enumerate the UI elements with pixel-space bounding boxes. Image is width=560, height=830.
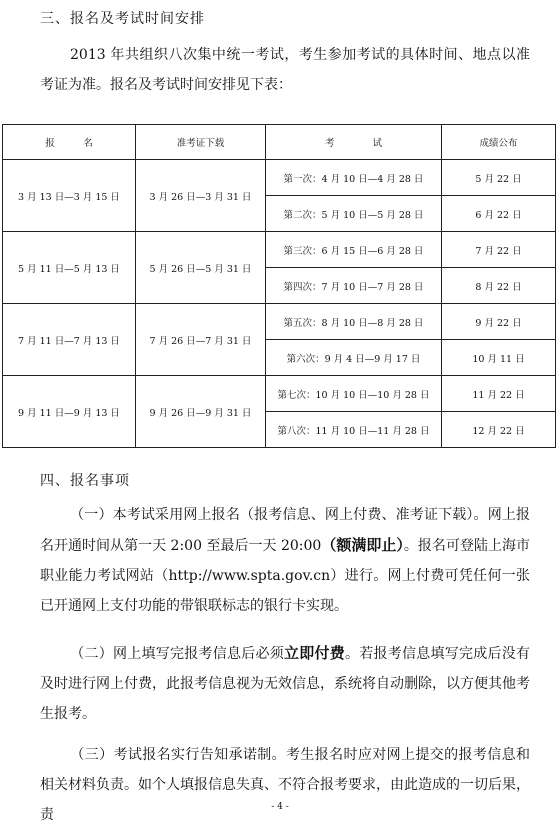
paragraph-3: （三）考试报名实行告知承诺制。考生报名时应对网上提交的报考信息和相关材料负责。如个人填报信息失真、不符合报考要求，由此造成的一切后果，责	[40, 747, 530, 823]
header-exam: 考 试	[266, 125, 442, 160]
table-row	[3, 304, 556, 340]
exam-cell: 第三次：6 月 15 日—6 月 28 日	[266, 232, 442, 268]
table-header-row	[3, 125, 556, 160]
schedule-table	[2, 124, 556, 448]
download-cell: 3 月 26 日—3 月 31 日	[136, 160, 266, 232]
header-ticket-download: 准考证下载	[136, 125, 266, 160]
header-results: 成绩公布	[442, 125, 556, 160]
header-registration: 报 名	[3, 125, 136, 160]
page-number: - 4 -	[271, 802, 289, 812]
result-cell: 8 月 22 日	[442, 268, 556, 304]
exam-cell: 第一次：4 月 10 日—4 月 28 日	[266, 160, 442, 196]
table-row	[3, 376, 556, 412]
result-cell: 11 月 22 日	[442, 376, 556, 412]
paragraph-2: （二）网上填写完报考信息后必须立即付费。若报考信息填写完成后没有及时进行网上付费，此报考信息视为无效信息，系统将自动删除，以方便其他考生报考。	[40, 644, 530, 722]
registration-cell: 7 月 11 日—7 月 13 日	[3, 304, 136, 376]
registration-cell: 3 月 13 日—3 月 15 日	[3, 160, 136, 232]
result-cell: 10 月 11 日	[442, 340, 556, 376]
exam-cell: 第五次：8 月 10 日—8 月 28 日	[266, 304, 442, 340]
result-cell: 7 月 22 日	[442, 232, 556, 268]
download-cell: 5 月 26 日—5 月 31 日	[136, 232, 266, 304]
exam-cell: 第六次：9 月 4 日—9 月 17 日	[266, 340, 442, 376]
result-cell: 5 月 22 日	[442, 160, 556, 196]
table-row	[3, 232, 556, 268]
result-cell: 6 月 22 日	[442, 196, 556, 232]
result-cell: 9 月 22 日	[442, 304, 556, 340]
section-3-intro: 2013 年共组织八次集中统一考试，考生参加考试的具体时间、地点以准考证为准。报名及考试时间安排见下表：	[40, 47, 530, 93]
download-cell: 9 月 26 日—9 月 31 日	[136, 376, 266, 448]
table-row	[3, 160, 556, 196]
exam-cell: 第七次：10 月 10 日—10 月 28 日	[266, 376, 442, 412]
exam-cell: 第八次：11 月 10 日—11 月 28 日	[266, 412, 442, 448]
registration-cell: 9 月 11 日—9 月 13 日	[3, 376, 136, 448]
exam-cell: 第二次：5 月 10 日—5 月 28 日	[266, 196, 442, 232]
section-4-title: 四、报名事项	[40, 473, 130, 489]
download-cell: 7 月 26 日—7 月 31 日	[136, 304, 266, 376]
result-cell: 12 月 22 日	[442, 412, 556, 448]
exam-cell: 第四次：7 月 10 日—7 月 28 日	[266, 268, 442, 304]
section-3-title: 三、报名及考试时间安排	[40, 11, 205, 27]
registration-cell: 5 月 11 日—5 月 13 日	[3, 232, 136, 304]
paragraph-1: （一）本考试采用网上报名（报考信息、网上付费、准考证下载）。网上报名开通时间从第一天 2:00 至最后一天 20:00（额满即止）。报名可登陆上海市职业能力考试网站（http://www.spta.gov.cn）进行。网上付费可凭任何一张已开通网上支付功能的带银联标志的银行卡实现。	[40, 507, 530, 614]
